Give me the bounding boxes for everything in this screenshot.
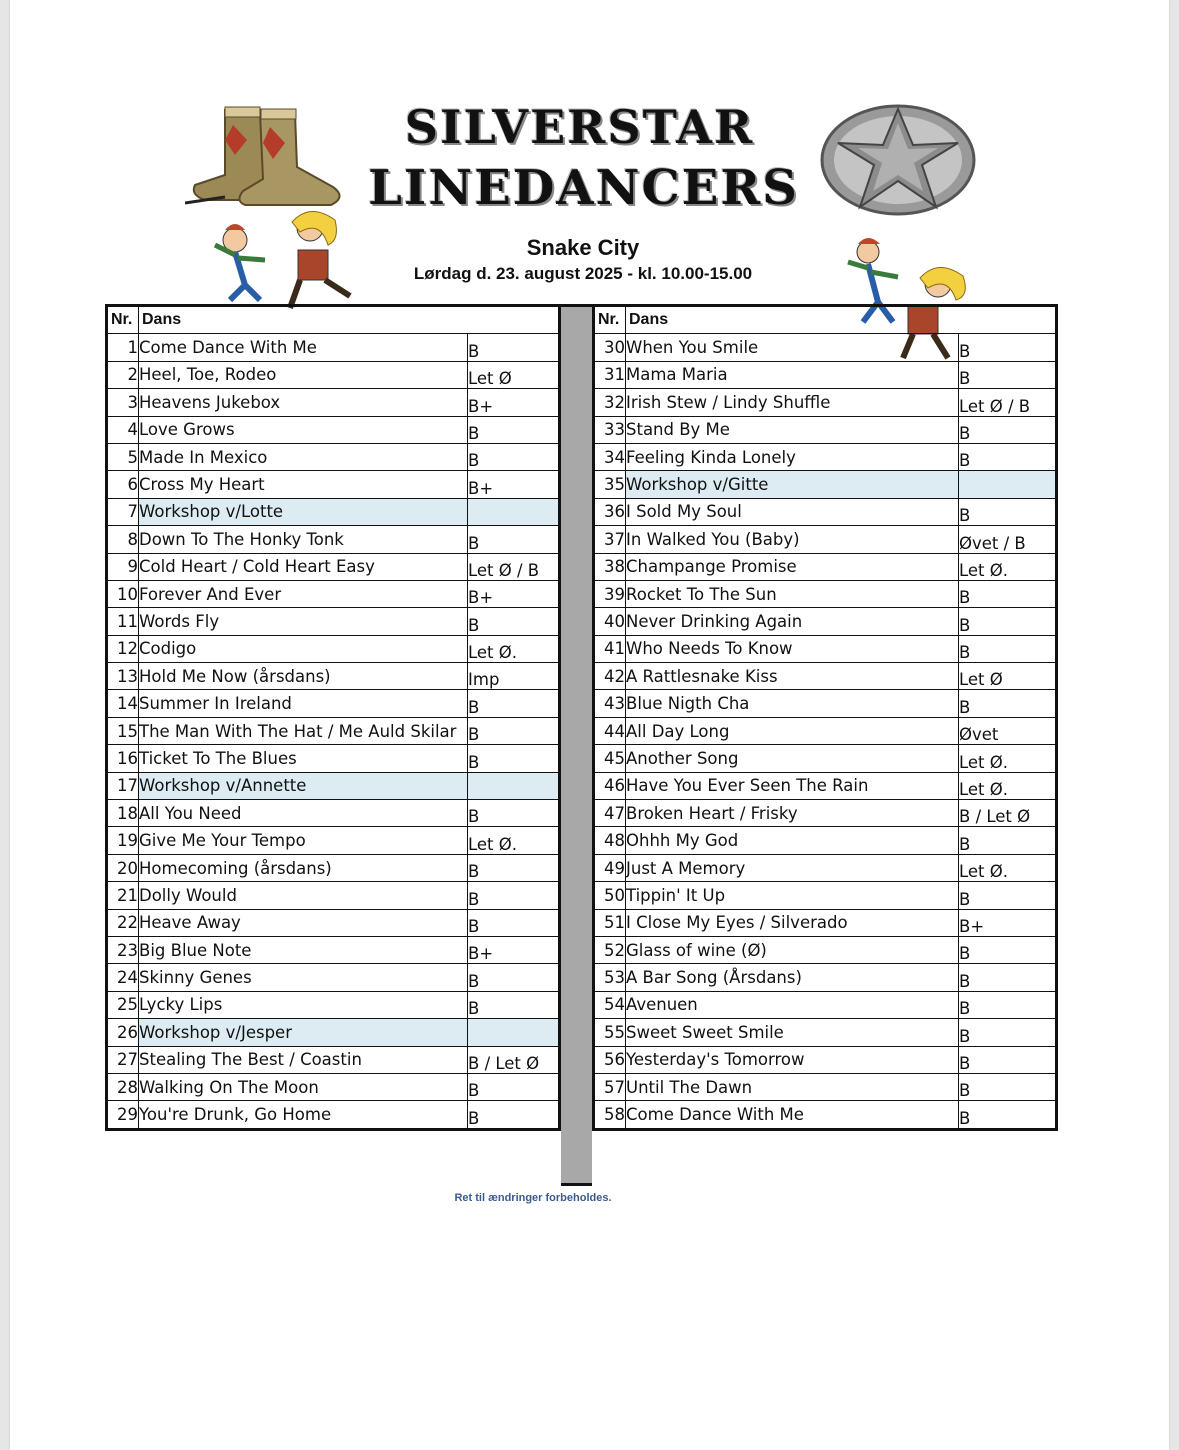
table-row: [594, 663, 1057, 690]
dance-name: Big Blue Note: [139, 936, 468, 963]
dance-name: Blue Nigth Cha: [626, 690, 959, 717]
dance-name: Feeling Kinda Lonely: [626, 443, 959, 470]
dance-number: 30: [594, 334, 626, 361]
dance-name: Irish Stew / Lindy Shuffle: [626, 389, 959, 416]
table-row: [107, 334, 560, 361]
dance-level: Let Ø.: [959, 854, 1057, 881]
dance-name: Yesterday's Tomorrow: [626, 1046, 959, 1073]
dance-number: 28: [107, 1073, 139, 1100]
dance-number: 8: [107, 526, 139, 553]
table-row: [594, 936, 1057, 963]
dance-number: 45: [594, 745, 626, 772]
table-row: [107, 717, 560, 744]
dance-name: All Day Long: [626, 717, 959, 744]
event-name: Snake City: [526, 235, 640, 260]
dance-level: [959, 471, 1057, 498]
dance-level: Let Ø: [959, 663, 1057, 690]
table-row: [594, 854, 1057, 881]
dance-name: A Rattlesnake Kiss: [626, 663, 959, 690]
table-row: [107, 882, 560, 909]
table-row: [107, 1046, 560, 1073]
dance-number: 51: [594, 909, 626, 936]
dance-number: 13: [107, 663, 139, 690]
dance-name: Avenuen: [626, 991, 959, 1018]
footer-note: Ret til ændringer forbeholdes.: [454, 1192, 612, 1204]
table-row: [107, 608, 560, 635]
table-row: [594, 389, 1057, 416]
dance-name: Have You Ever Seen The Rain: [626, 772, 959, 799]
table-row: [594, 882, 1057, 909]
dance-number: 47: [594, 800, 626, 827]
table-row: [107, 909, 560, 936]
table-row: [594, 416, 1057, 443]
dance-number: 5: [107, 443, 139, 470]
dance-name: Come Dance With Me: [626, 1101, 959, 1129]
table-row: [594, 526, 1057, 553]
table-row: [594, 991, 1057, 1018]
dance-name: When You Smile: [626, 334, 959, 361]
dance-name: All You Need: [139, 800, 468, 827]
dance-name: Sweet Sweet Smile: [626, 1019, 959, 1046]
dance-number: 9: [107, 553, 139, 580]
workshop-row: [594, 471, 1057, 498]
dance-number: 24: [107, 964, 139, 991]
dance-number: 52: [594, 936, 626, 963]
table-row: [594, 827, 1057, 854]
dance-level: B: [468, 334, 560, 361]
dance-number: 34: [594, 443, 626, 470]
dance-number: 27: [107, 1046, 139, 1073]
dance-number: 50: [594, 882, 626, 909]
dance-level: [468, 498, 560, 525]
dance-number: 46: [594, 772, 626, 799]
table-row: [107, 690, 560, 717]
dance-level: B: [468, 608, 560, 635]
dance-level: B / Let Ø: [959, 800, 1057, 827]
dance-level: Let Ø.: [468, 635, 560, 662]
dance-level: B: [468, 717, 560, 744]
table-header-row: [594, 306, 1057, 334]
table-row: [107, 827, 560, 854]
table-row: [594, 580, 1057, 607]
dance-number: 1: [107, 334, 139, 361]
dance-number: 39: [594, 580, 626, 607]
dance-level: B: [959, 882, 1057, 909]
table-row: [107, 416, 560, 443]
table-row: [594, 498, 1057, 525]
dance-name: I Close My Eyes / Silverado: [626, 909, 959, 936]
dance-level: B: [959, 361, 1057, 388]
table-row: [594, 800, 1057, 827]
dance-name: In Walked You (Baby): [626, 526, 959, 553]
table-row: [594, 1046, 1057, 1073]
dance-name: Champange Promise: [626, 553, 959, 580]
dance-level: B: [959, 580, 1057, 607]
dance-level: B+: [468, 580, 560, 607]
dance-table-right: [592, 304, 1058, 1131]
dance-name: Workshop v/Lotte: [139, 498, 468, 525]
workshop-row: [107, 1019, 560, 1046]
dance-number: 57: [594, 1073, 626, 1100]
dance-level: B: [468, 1073, 560, 1100]
table-row: [107, 553, 560, 580]
column-header-nr: Nr.: [107, 306, 139, 334]
column-header-nr: Nr.: [594, 306, 626, 334]
dance-number: 25: [107, 991, 139, 1018]
table-row: [107, 361, 560, 388]
table-row: [594, 608, 1057, 635]
workshop-row: [107, 498, 560, 525]
dance-number: 12: [107, 635, 139, 662]
dance-name: Heel, Toe, Rodeo: [139, 361, 468, 388]
dance-number: 21: [107, 882, 139, 909]
dance-name: Walking On The Moon: [139, 1073, 468, 1100]
table-row: [594, 690, 1057, 717]
dance-number: 17: [107, 772, 139, 799]
dance-level: B: [959, 964, 1057, 991]
dance-name: A Bar Song (Årsdans): [626, 964, 959, 991]
dance-level: B: [959, 690, 1057, 717]
table-row: [594, 772, 1057, 799]
dance-level: B+: [468, 936, 560, 963]
dance-number: 29: [107, 1101, 139, 1129]
dance-name: Cold Heart / Cold Heart Easy: [139, 553, 468, 580]
table-row: [107, 964, 560, 991]
dance-level: [468, 772, 560, 799]
table-row: [107, 580, 560, 607]
dance-number: 15: [107, 717, 139, 744]
table-row: [107, 745, 560, 772]
dance-name: Tippin' It Up: [626, 882, 959, 909]
dance-name: Made In Mexico: [139, 443, 468, 470]
dance-name: Dolly Would: [139, 882, 468, 909]
workshop-row: [107, 772, 560, 799]
dance-number: 32: [594, 389, 626, 416]
dance-name: Workshop v/Annette: [139, 772, 468, 799]
dance-level: B: [959, 991, 1057, 1018]
dance-level: B+: [468, 389, 560, 416]
dance-name: Heave Away: [139, 909, 468, 936]
table-row: [107, 635, 560, 662]
dance-number: 56: [594, 1046, 626, 1073]
event-date-time: Lørdag d. 23. august 2025 - kl. 10.00-15.00: [413, 264, 753, 283]
dance-level: B: [468, 991, 560, 1018]
dance-number: 48: [594, 827, 626, 854]
dance-name: Workshop v/Gitte: [626, 471, 959, 498]
dance-level: B: [468, 964, 560, 991]
dance-level: B: [959, 498, 1057, 525]
dance-level: B: [959, 827, 1057, 854]
dance-number: 42: [594, 663, 626, 690]
column-header-dance: Dans: [626, 306, 1057, 334]
dance-number: 18: [107, 800, 139, 827]
dance-level: B: [468, 416, 560, 443]
dance-level: B: [959, 635, 1057, 662]
dance-number: 43: [594, 690, 626, 717]
dance-number: 40: [594, 608, 626, 635]
dance-number: 20: [107, 854, 139, 881]
table-row: [594, 1073, 1057, 1100]
table-row: [594, 745, 1057, 772]
dance-number: 23: [107, 936, 139, 963]
table-row: [107, 471, 560, 498]
dance-number: 41: [594, 635, 626, 662]
dance-number: 58: [594, 1101, 626, 1129]
dance-name: Lycky Lips: [139, 991, 468, 1018]
table-row: [594, 1019, 1057, 1046]
table-header-row: [107, 306, 560, 334]
dance-name: Stand By Me: [626, 416, 959, 443]
dance-name: Summer In Ireland: [139, 690, 468, 717]
dance-level: B: [468, 690, 560, 717]
dance-name: Hold Me Now (årsdans): [139, 663, 468, 690]
dance-level: B: [468, 443, 560, 470]
table-row: [594, 443, 1057, 470]
column-header-dance: Dans: [139, 306, 560, 334]
dance-name: Forever And Ever: [139, 580, 468, 607]
dance-name: Mama Maria: [626, 361, 959, 388]
dance-level: Let Ø.: [959, 553, 1057, 580]
dance-name: Heavens Jukebox: [139, 389, 468, 416]
dance-name: Another Song: [626, 745, 959, 772]
dance-level: Øvet / B: [959, 526, 1057, 553]
dance-number: 33: [594, 416, 626, 443]
table-row: [594, 717, 1057, 744]
dance-name: I Sold My Soul: [626, 498, 959, 525]
dance-number: 19: [107, 827, 139, 854]
dance-level: B: [468, 800, 560, 827]
table-divider: [561, 304, 592, 1186]
dance-number: 36: [594, 498, 626, 525]
dance-name: Never Drinking Again: [626, 608, 959, 635]
dance-number: 55: [594, 1019, 626, 1046]
dance-number: 37: [594, 526, 626, 553]
table-row: [107, 854, 560, 881]
dance-level: Let Ø / B: [468, 553, 560, 580]
dance-name: Rocket To The Sun: [626, 580, 959, 607]
club-title-line1: SILVERSTAR: [404, 100, 755, 154]
dance-name: Workshop v/Jesper: [139, 1019, 468, 1046]
dance-name: Who Needs To Know: [626, 635, 959, 662]
dance-level: B / Let Ø: [468, 1046, 560, 1073]
dance-name: Come Dance With Me: [139, 334, 468, 361]
dance-level: B: [959, 334, 1057, 361]
dance-name: Homecoming (årsdans): [139, 854, 468, 881]
dance-name: Ohhh My God: [626, 827, 959, 854]
dance-number: 26: [107, 1019, 139, 1046]
dance-name: The Man With The Hat / Me Auld Skilar: [139, 717, 468, 744]
dance-level: B: [959, 608, 1057, 635]
dance-number: 49: [594, 854, 626, 881]
table-row: [594, 553, 1057, 580]
dance-number: 4: [107, 416, 139, 443]
table-row: [594, 1101, 1057, 1129]
dance-level: Let Ø.: [959, 745, 1057, 772]
dance-number: 11: [107, 608, 139, 635]
dance-number: 16: [107, 745, 139, 772]
dance-level: Imp: [468, 663, 560, 690]
table-row: [107, 663, 560, 690]
dance-level: B+: [959, 909, 1057, 936]
dance-level: Let Ø: [468, 361, 560, 388]
dance-number: 22: [107, 909, 139, 936]
dance-level: [468, 1019, 560, 1046]
dance-level: B: [959, 936, 1057, 963]
dance-level: Øvet: [959, 717, 1057, 744]
table-row: [107, 1073, 560, 1100]
dance-level: B: [468, 909, 560, 936]
dance-name: Codigo: [139, 635, 468, 662]
dance-number: 35: [594, 471, 626, 498]
dance-name: Glass of wine (Ø): [626, 936, 959, 963]
dance-level: B: [959, 1073, 1057, 1100]
dance-name: Stealing The Best / Coastin: [139, 1046, 468, 1073]
dance-name: Ticket To The Blues: [139, 745, 468, 772]
dance-number: 6: [107, 471, 139, 498]
dance-level: B: [959, 443, 1057, 470]
dance-level: B: [959, 1046, 1057, 1073]
table-row: [107, 991, 560, 1018]
dance-name: Skinny Genes: [139, 964, 468, 991]
dance-number: 38: [594, 553, 626, 580]
dance-level: Let Ø.: [959, 772, 1057, 799]
table-row: [107, 389, 560, 416]
dance-number: 10: [107, 580, 139, 607]
dance-level: B: [959, 1019, 1057, 1046]
dance-name: You're Drunk, Go Home: [139, 1101, 468, 1129]
table-row: [107, 800, 560, 827]
dance-level: B: [468, 1101, 560, 1129]
dance-number: 7: [107, 498, 139, 525]
dance-name: Words Fly: [139, 608, 468, 635]
dance-name: Broken Heart / Frisky: [626, 800, 959, 827]
dance-level: B: [959, 416, 1057, 443]
dance-number: 53: [594, 964, 626, 991]
dance-name: Just A Memory: [626, 854, 959, 881]
dance-name: Cross My Heart: [139, 471, 468, 498]
dance-level: B: [468, 882, 560, 909]
dance-number: 2: [107, 361, 139, 388]
dance-number: 3: [107, 389, 139, 416]
table-row: [594, 334, 1057, 361]
table-row: [107, 443, 560, 470]
table-row: [594, 909, 1057, 936]
table-row: [594, 964, 1057, 991]
dance-number: 14: [107, 690, 139, 717]
dance-number: 31: [594, 361, 626, 388]
club-title-line2: LINEDANCERS: [368, 160, 799, 216]
dance-level: B: [959, 1101, 1057, 1129]
dance-level: B+: [468, 471, 560, 498]
dance-number: 44: [594, 717, 626, 744]
dance-level: Let Ø.: [468, 827, 560, 854]
dance-name: Love Grows: [139, 416, 468, 443]
dance-name: Until The Dawn: [626, 1073, 959, 1100]
dance-table-left: [105, 304, 561, 1131]
dance-level: B: [468, 526, 560, 553]
dance-level: B: [468, 745, 560, 772]
dance-number: 54: [594, 991, 626, 1018]
table-row: [594, 361, 1057, 388]
table-row: [594, 635, 1057, 662]
dance-level: Let Ø / B: [959, 389, 1057, 416]
table-row: [107, 936, 560, 963]
table-row: [107, 526, 560, 553]
table-row: [107, 1101, 560, 1129]
dance-name: Down To The Honky Tonk: [139, 526, 468, 553]
dance-name: Give Me Your Tempo: [139, 827, 468, 854]
dance-level: B: [468, 854, 560, 881]
